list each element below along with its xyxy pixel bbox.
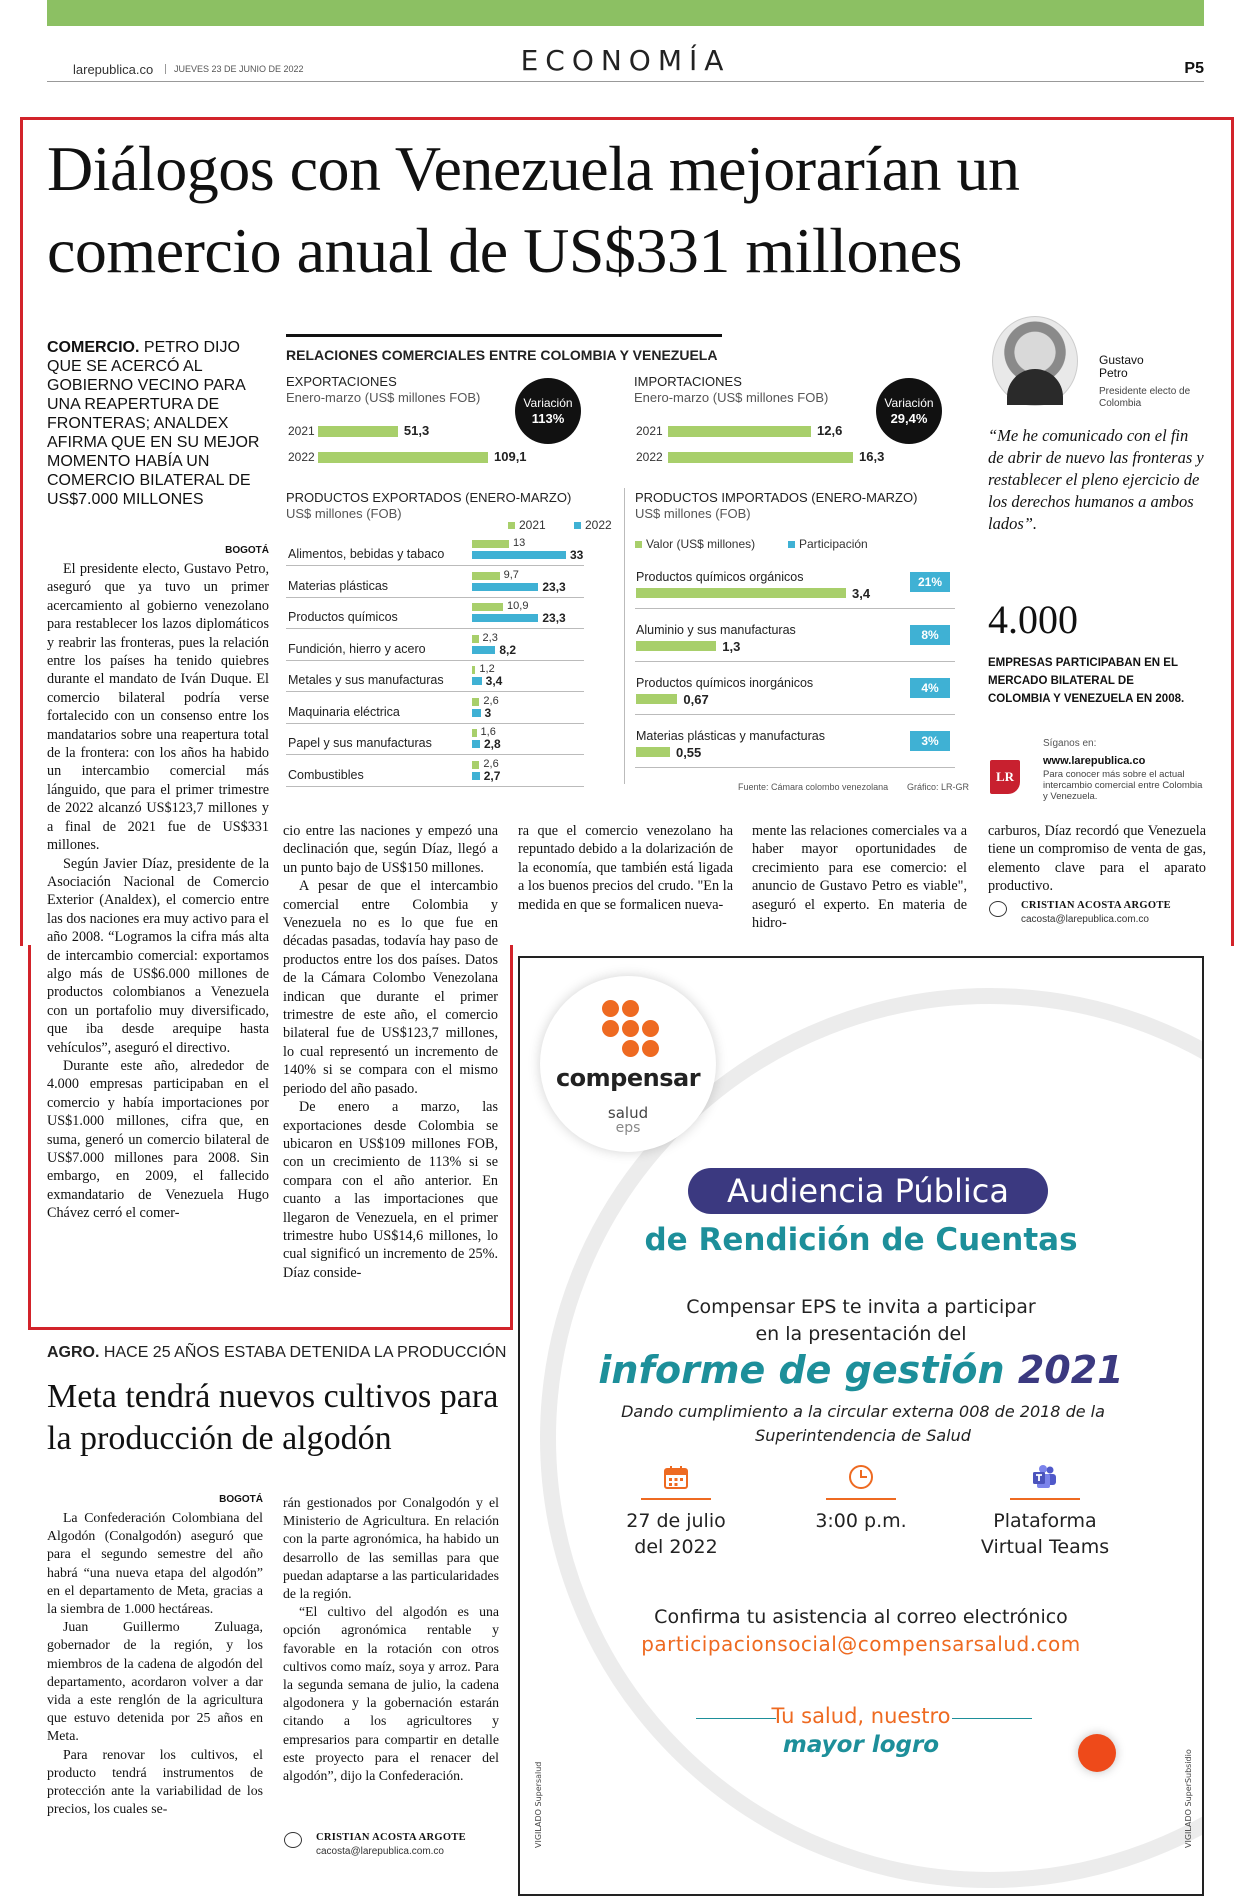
compensar-advertisement[interactable] <box>518 956 1204 1896</box>
paragraph: Según Javier Díaz, presidente de la Asociación Nacional de Comercio Exterior (Analdex), el comercio entre las dos naciones era muy activo para el año 2008. “Logramos la cifra más alta de intercambio comercial: exportamos algo más de US$6.000 millones de productos colombianos a Venezuela con un portafolio muy diversificado, que iba desde arequipe hasta vehículos”, aseguró el directivo. <box>47 855 269 1056</box>
bar-value-2022: 3,4 <box>485 674 503 688</box>
ad-confirm: Confirma tu asistencia al correo electrónico <box>654 1606 1068 1628</box>
badge-value: 29,4% <box>890 411 928 426</box>
page-header <box>47 44 1204 82</box>
ad-slogan-1: Tu salud, nuestro <box>771 1704 951 1728</box>
brand-sub: salud <box>607 1104 649 1122</box>
bar-value: 1,3 <box>722 639 741 654</box>
row-divider <box>286 660 584 661</box>
section-title: ECONOMÍA <box>520 44 731 77</box>
share-badge: 4% <box>910 678 950 698</box>
ad-report <box>520 1348 1202 1392</box>
bar-value: 0,55 <box>675 745 702 760</box>
share-badge: 3% <box>910 731 950 751</box>
article-column-1 <box>47 545 269 1223</box>
decor-orb <box>1078 1734 1116 1772</box>
bar-value-2021: 1,2 <box>479 663 495 675</box>
row-divider <box>286 786 584 787</box>
bar-2022 <box>472 646 495 654</box>
divider-line <box>1010 1498 1080 1500</box>
category-label: Papel y sus manufacturas <box>288 736 432 750</box>
imports-title: IMPORTACIONES <box>634 374 742 389</box>
paragraph: mente las relaciones comerciales va a haber mayor oportunidades de crecimiento para ese comercio: el anuncio de Gustavo Petro es viable", aseguró el experto. En materia de hidro- <box>752 823 967 932</box>
paragraph: rán gestionados por Conalgodón y el Ministerio de Agricultura. En relación con la parte agronómica, ha habido un desarrollo de las semillas para que puedan adaptarse a las particularidades de la región. <box>283 1495 499 1602</box>
invite-line-2: en la presentación del <box>755 1323 967 1345</box>
dateline: BOGOTÁ <box>219 1494 263 1505</box>
category-label: Productos químicos inorgánicos <box>636 676 814 690</box>
bar-value-2022: 33 <box>570 548 584 562</box>
bar-2022 <box>472 740 480 748</box>
issue-date: JUEVES 23 DE JUNIO DE 2022 <box>165 64 304 74</box>
kicker-tag: AGRO. <box>47 1344 100 1361</box>
bar-value-2021: 2,3 <box>482 631 498 644</box>
invite-line-1: Compensar EPS te invita a participar <box>686 1296 1036 1318</box>
ad-title-pill: Audiencia Pública <box>688 1168 1048 1214</box>
platform-line-1: Plataforma <box>993 1510 1097 1532</box>
row-divider <box>286 723 584 724</box>
exports-bar <box>318 452 488 463</box>
category-label: Maquinaria eléctrica <box>288 704 400 719</box>
legend-2022: 2022 <box>574 518 612 532</box>
byline-email[interactable]: cacosta@larepublica.com.co <box>316 1846 444 1857</box>
chart-divider <box>624 488 625 784</box>
paragraph: Para renovar los cultivos, el producto tendrá instrumentos de protección ante la variabilidad de los precios, los cuales se- <box>47 1746 263 1817</box>
legend-value: Valor (US$ millones) <box>635 537 755 551</box>
trade-infographic <box>286 334 994 794</box>
bar-2021 <box>472 635 479 643</box>
article-column-2 <box>283 822 498 1282</box>
highlight-caption: EMPRESAS PARTICIPABAN EN EL MERCADO BILATERAL DE COLOMBIA Y VENEZUELA EN 2008. <box>988 657 1185 705</box>
category-label: Combustibles <box>288 767 364 782</box>
dateline: BOGOTÁ <box>225 545 269 556</box>
bar-2022 <box>472 551 566 559</box>
bar-value-2022: 2,8 <box>483 737 501 751</box>
paragraph: “El cultivo del algodón es una opción agronómica rentable y favorable en la rotación con otros cultivos como maíz, soya y arroz. Para la segunda semana de julio, la cadena algodonera y la gobernación estarán citando a los agricultores y empresarios para compartir en detalle este proyecto para el renacer del algodón”, dijo la Confederación. <box>283 1604 499 1784</box>
imported-products-title: PRODUCTOS IMPORTADOS (ENERO-MARZO) <box>635 490 918 505</box>
teams-icon <box>1032 1464 1058 1490</box>
brand-name: compensar <box>555 1064 701 1092</box>
article-headline: Diálogos con Venezuela mejorarían un comercio anual de US$331 millones <box>47 133 1020 286</box>
article2-column-2 <box>283 1494 499 1785</box>
badge-value: 113% <box>531 411 565 426</box>
badge-label: Variación <box>884 396 934 410</box>
paragraph: carburos, Díaz recordó que Venezuela tiene un compromiso de venta de gas, elemento clave para el aparato productivo. <box>988 823 1206 895</box>
paragraph: Durante este año, alrededor de 4.000 empresas participaban en el comercio y había importaciones por US$1.000 millones, cifra que, en suma, generó un comercio bilateral de US$7.000 millones para 2008. Sin embargo, en 2009, el fallecido exmandatario de Venezuela Hugo Chávez cerró el comer- <box>47 1057 269 1222</box>
category-label: Productos químicos <box>288 610 398 624</box>
page-number: P5 <box>1184 60 1204 77</box>
byline: CRISTIAN ACOSTA ARGOTE <box>316 1832 466 1843</box>
legend-share: Participación <box>788 537 868 551</box>
avatar <box>992 316 1078 406</box>
kicker-tag: COMERCIO. <box>47 339 140 356</box>
imports-bar <box>668 426 811 437</box>
row-divider <box>286 565 584 566</box>
paragraph: cio entre las naciones y empezó una declinación que, según Díaz, llegó a un punto bajo de US$150 millones. <box>283 823 498 876</box>
imported-products-unit: US$ millones (FOB) <box>635 506 751 521</box>
row-divider <box>286 691 584 692</box>
vigilado-supersalud-mark: VIGILADO Supersalud <box>534 1761 543 1848</box>
exports-title: EXPORTACIONES <box>286 374 397 389</box>
paragraph: El presidente electo, Gustavo Petro, aseguró que ya tuvo un primer acercamiento al gobierno venezolano para restablecer los lazos diplomáticos y reabrir las fronteras, pues la relación entre los países ha tenido quiebres durante el mandato de Iván Duque. El comercio bilateral podría verse fortalecido con un consenso entre los mandatarios sobre una reapertura total de la frontera: con los años ha habido un intercambio comercial más lánguido, que para el primer trimestre de 2022 alcanzó US$123,7 millones y a final de 2021 fue de US$331 millones. <box>47 561 269 854</box>
bar-value-2022: 8,2 <box>499 642 517 657</box>
top-color-bar <box>47 0 1204 26</box>
bar-2021 <box>472 666 475 674</box>
ad-email-link[interactable]: participacionsocial@compensarsalud.com <box>641 1632 1081 1656</box>
imports-bar <box>668 452 853 463</box>
year-label: 2022 <box>288 450 315 464</box>
byline-email[interactable]: cacosta@larepublica.com.co <box>1021 914 1149 925</box>
kicker-text: PETRO DIJO QUE SE ACERCÓ AL GOBIERNO VECINO PARA UNA REAPERTURA DE FRONTERAS; ANALDEX AFIRMA QUE EN SU MEJOR MOMENTO HABÍA UN COMERCIO BILATERAL DE US$7.000 MILLONES <box>47 339 260 508</box>
ad-compliance: Dando cumplimiento a la circular externa 008 de 2018 de la Superintendencia de Salud <box>621 1402 1105 1445</box>
bar-value-2022: 23,3 <box>542 579 566 594</box>
badge-label: Variación <box>523 396 573 410</box>
exports-unit: Enero-marzo (US$ millones FOB) <box>286 390 481 405</box>
paragraph: De enero a marzo, las exportaciones desde Colombia se ubicaron en US$109 millones FOB, con un crecimiento de 113% si se compara con el año anterior. En cuanto a las importaciones que llegaron de Venezuela, en el primer trimestre hubo US$14,6 millones, lo cual significó un incremento de 25%. Díaz conside- <box>283 1099 498 1281</box>
imports-heading <box>634 374 828 406</box>
bar-value-2021: 2,6 <box>483 757 499 770</box>
bar-2022 <box>472 583 538 591</box>
value-bar <box>636 641 716 651</box>
calendar-icon <box>663 1464 689 1490</box>
bar-2021 <box>472 761 479 769</box>
row-divider <box>635 767 955 768</box>
compensar-dots-icon <box>602 1000 658 1056</box>
row-divider <box>635 608 955 609</box>
person-name: Gustavo Petro <box>1099 353 1144 380</box>
date-line-1: 27 de julio <box>626 1510 726 1532</box>
ad-slogan-2: mayor logro <box>782 1732 940 1758</box>
bar-value: 12,6 <box>817 423 843 438</box>
brand-sub2: eps <box>615 1120 641 1136</box>
bar-value-2021: 2,6 <box>483 694 499 707</box>
bar-value: 51,3 <box>403 423 430 438</box>
imports-variation-badge <box>876 378 942 444</box>
bar-value-2022: 23,3 <box>542 611 566 625</box>
kicker-text: HACE 25 AÑOS ESTABA DETENIDA LA PRODUCCIÓN <box>103 1344 507 1361</box>
category-label: Metales y sus manufacturas <box>288 673 444 687</box>
pull-quote: “Me he comunicado con el fin de abrir de nuevo las fronteras y restablecer el pleno ejercicio de los derechos humanos a ambos lados”. <box>988 426 1204 533</box>
year-label: 2021 <box>636 424 663 438</box>
article-column-4 <box>752 822 967 932</box>
comment-icon <box>989 901 1007 917</box>
row-divider <box>286 754 584 755</box>
imports-unit: Enero-marzo (US$ millones FOB) <box>634 390 829 405</box>
year-label: 2021 <box>288 424 315 438</box>
bar-2021 <box>472 729 477 737</box>
bar-2022 <box>472 709 481 717</box>
category-label: Materias plásticas y manufacturas <box>636 729 825 743</box>
bar-value-2021: 13 <box>513 537 526 549</box>
paragraph: A pesar de que el intercambio comercial entre Colombia y Venezuela no es lo que fue en décadas pasadas, todavía hay paso de productos entre los dos países. Datos de la Cámara Colombo Venezolana indican que durante el primer trimestre de este año, el comercio bilateral fue de US$123,7 millones, lo cual representó un incremento de 140% si se compara con el mismo periodo del año pasado. <box>283 878 498 1097</box>
bar-2022 <box>472 772 480 780</box>
bar-2021 <box>472 572 500 580</box>
category-label: Alimentos, bebidas y tabaco <box>288 547 445 561</box>
follow-description: Para conocer más sobre el actual intercambio comercial entre Colombia y Venezuela. <box>1043 769 1203 802</box>
value-bar <box>636 694 677 704</box>
paragraph: ra que el comercio venezolano ha repuntado debido a la dolarización de la economía, que también está ligada a los buenos precios del crudo. "En la medida en que se formalicen nueva- <box>518 823 733 913</box>
exports-variation-badge <box>515 378 581 444</box>
bar-value: 0,67 <box>683 692 709 707</box>
paragraph: La Confederación Colombiana del Algodón (Conalgodón) aseguró que para el segundo semestre del año habrá “una nueva etapa del algodón” en el departamento de Meta, gracias a la siembra de 1.000 hectáreas. <box>47 1510 263 1617</box>
report-year: 2021 <box>1017 1348 1124 1392</box>
chart-source: Fuente: Cámara colombo venezolana <box>738 782 889 792</box>
site-name[interactable]: larepublica.co <box>73 62 154 77</box>
bar-value: 16,3 <box>859 449 885 464</box>
article-kicker <box>47 338 269 509</box>
platform-line-2: Virtual Teams <box>980 1536 1110 1558</box>
row-divider <box>635 714 955 715</box>
bar-value-2021: 1,6 <box>480 726 496 738</box>
chart-title: RELACIONES COMERCIALES ENTRE COLOMBIA Y VENEZUELA <box>286 334 722 363</box>
event-platform <box>960 1508 1130 1560</box>
bar-2021 <box>472 698 479 706</box>
bar-value-2021: 10,9 <box>507 600 529 612</box>
value-bar <box>636 747 670 757</box>
share-badge: 8% <box>910 625 950 645</box>
highlight-number: 4.000 <box>988 597 1078 642</box>
bar-value: 109,1 <box>494 449 527 464</box>
ad-title-2: de Rendición de Cuentas <box>644 1222 1078 1258</box>
bar-2021 <box>472 540 509 548</box>
legend-2021: 2021 <box>508 518 546 532</box>
category-label: Productos químicos orgánicos <box>636 570 804 584</box>
bar-2022 <box>472 677 482 685</box>
bar-value-2022: 3 <box>484 705 492 720</box>
exports-heading <box>286 374 480 406</box>
article-column-5 <box>988 822 1206 896</box>
row-divider <box>286 628 584 629</box>
chart-credit: Gráfico: LR-GR <box>907 782 970 792</box>
year-label: 2022 <box>636 450 663 464</box>
value-bar <box>636 588 846 598</box>
category-label: Fundición, hierro y acero <box>288 641 426 656</box>
compensar-logo <box>540 976 716 1152</box>
bar-2021 <box>472 603 503 611</box>
row-divider <box>286 597 584 598</box>
article-column-3 <box>518 822 733 914</box>
category-label: Materias plásticas <box>288 578 389 593</box>
article2-headline: Meta tendrá nuevos cultivos para la producción de algodón <box>47 1378 499 1457</box>
row-divider <box>635 661 955 662</box>
comment-icon <box>284 1832 302 1848</box>
event-time: 3:00 p.m. <box>815 1510 907 1532</box>
report-label: informe de gestión <box>598 1348 1005 1392</box>
share-badge: 21% <box>910 572 950 592</box>
follow-link[interactable]: www.larepublica.co <box>1043 755 1146 767</box>
vigilado-supersubsidio-mark: VIGILADO SuperSubsidio <box>1184 1749 1193 1848</box>
bar-value-2021: 9,7 <box>503 568 519 581</box>
exported-products-unit: US$ millones (FOB) <box>286 506 402 521</box>
clock-icon <box>848 1464 874 1490</box>
lr-logo-icon: LR <box>990 760 1020 794</box>
byline: CRISTIAN ACOSTA ARGOTE <box>1021 900 1171 911</box>
category-label: Aluminio y sus manufacturas <box>636 623 796 637</box>
article2-kicker <box>47 1344 506 1362</box>
person-role: Presidente electo de Colombia <box>1099 386 1191 409</box>
date-line-2: del 2022 <box>634 1536 718 1558</box>
divider-line <box>641 1498 711 1500</box>
follow-label: Síganos en: <box>1043 738 1097 749</box>
article2-column-1 <box>47 1494 263 1818</box>
exports-bar <box>318 426 398 437</box>
ad-invite <box>520 1294 1202 1348</box>
bar-value: 3,4 <box>852 586 871 601</box>
exported-products-title: PRODUCTOS EXPORTADOS (ENERO-MARZO) <box>286 490 572 505</box>
bar-value-2022: 2,7 <box>483 768 501 783</box>
divider-line <box>826 1498 896 1500</box>
bar-2022 <box>472 614 538 622</box>
event-date <box>591 1508 761 1560</box>
paragraph: Juan Guillermo Zuluaga, gobernador de la región, y los miembros de la cadena de algodón del departamento, acordaron volver a dar vida a este renglón de la agricultura que estuvo detenida por 25 años en Meta. <box>47 1619 263 1744</box>
imported-products-heading <box>635 490 917 522</box>
